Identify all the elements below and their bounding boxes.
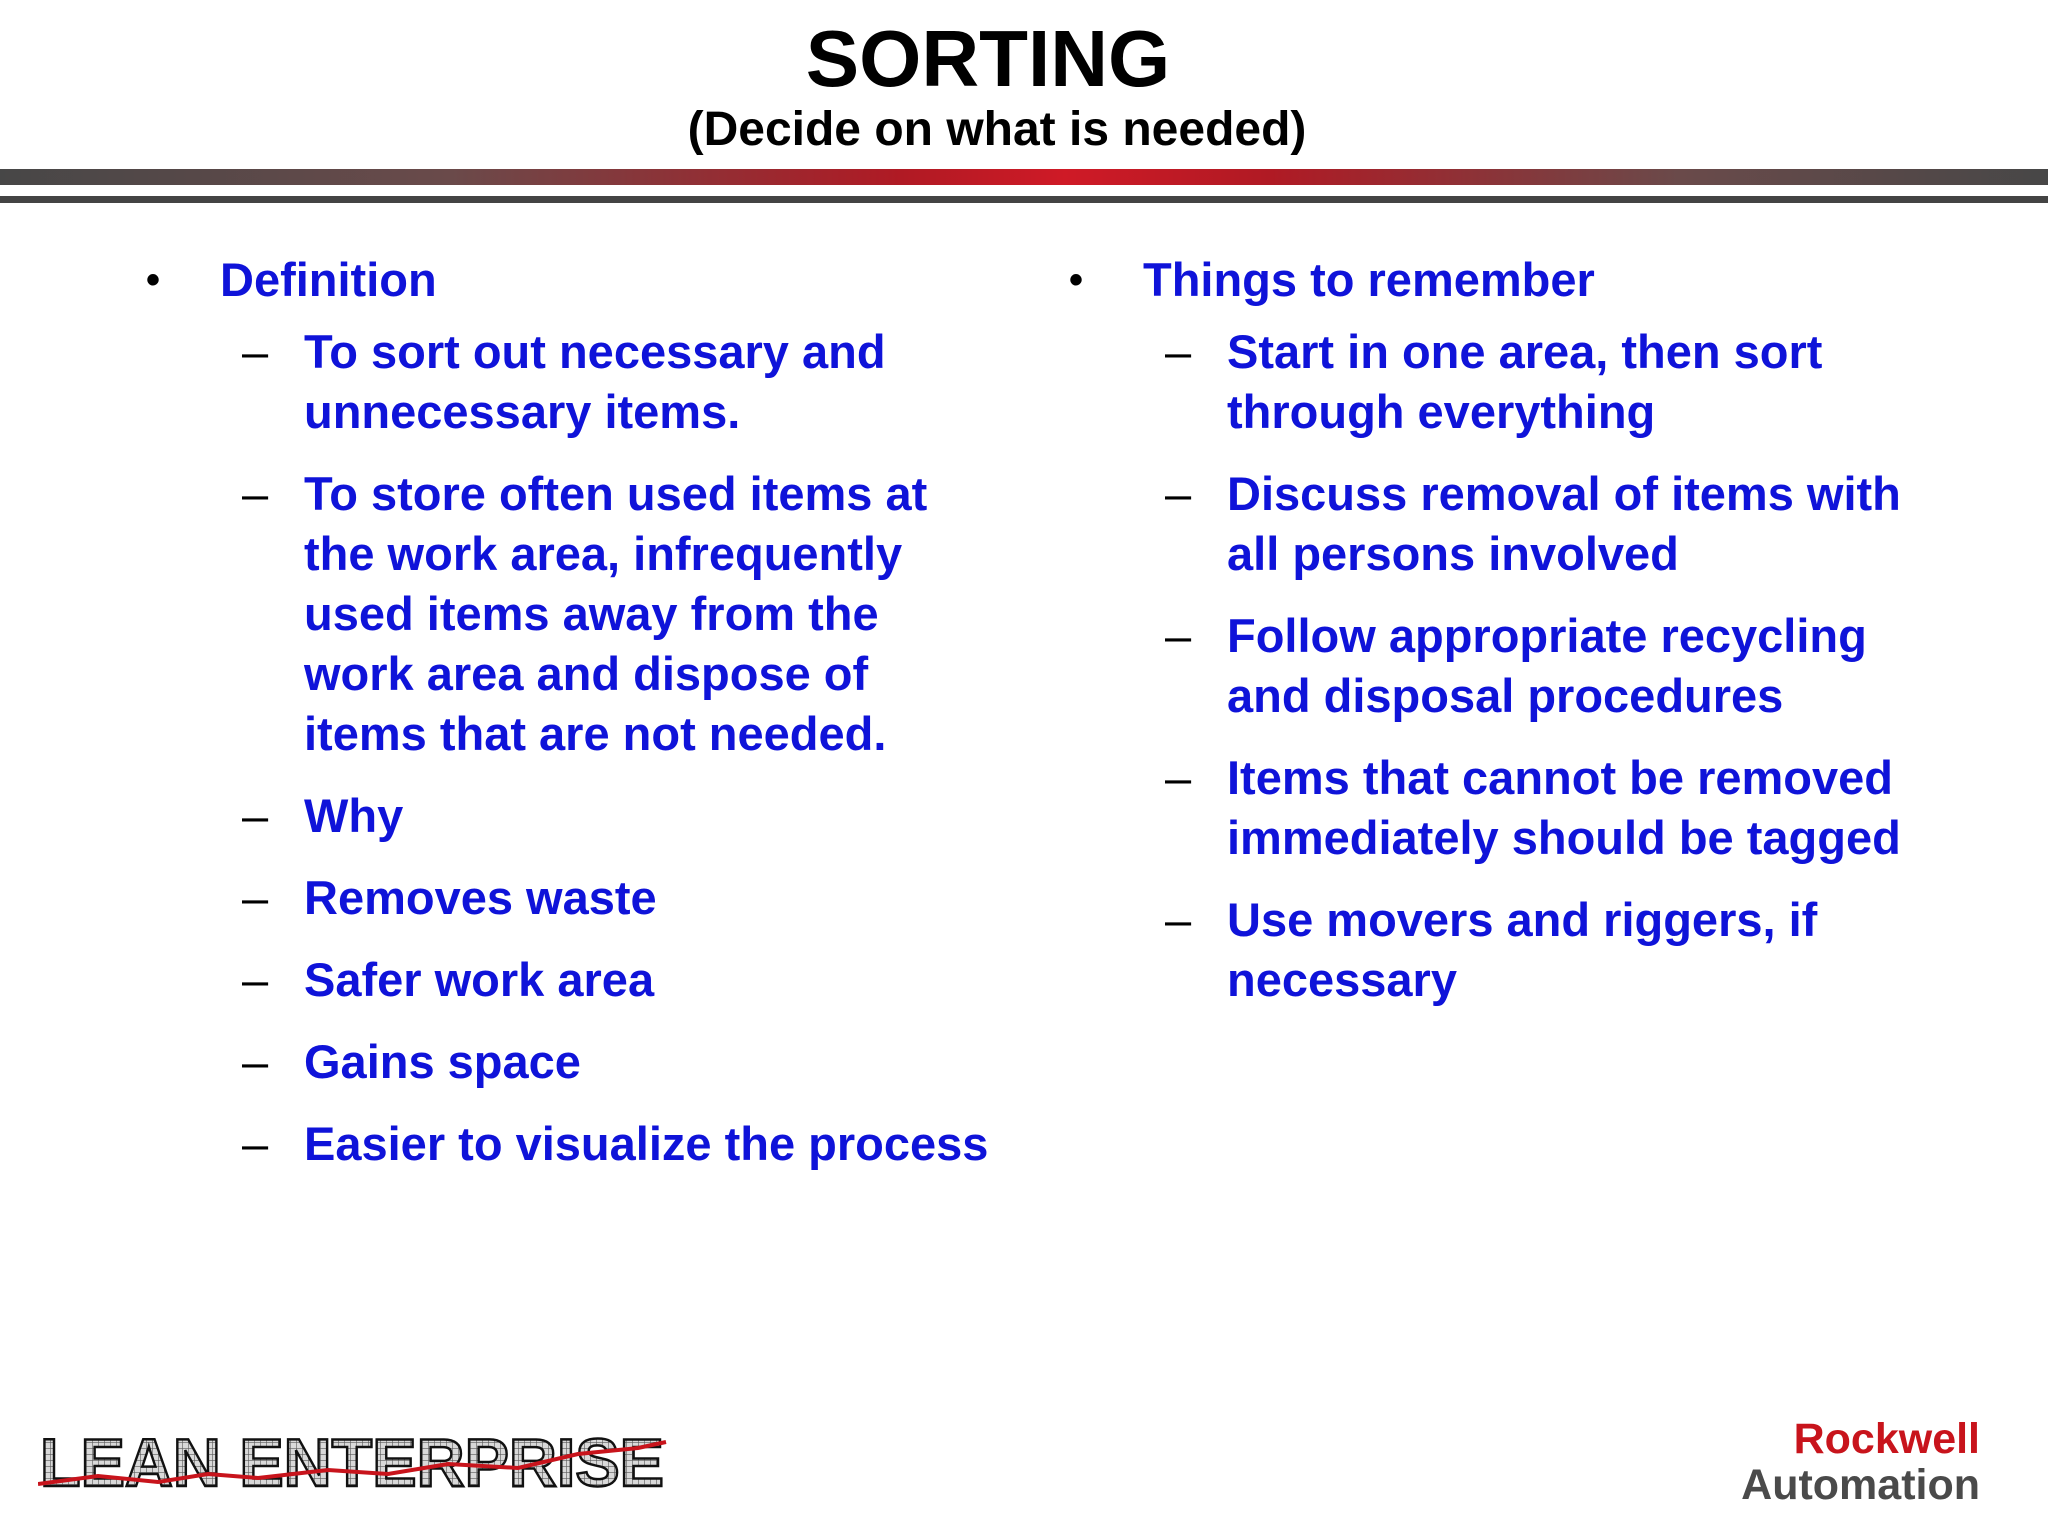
remember-list: [1063, 322, 1963, 1010]
list-item-text: Removes waste: [304, 871, 657, 924]
bullet-icon: •: [146, 258, 161, 302]
dash-icon: –: [242, 467, 269, 520]
list-item: [140, 464, 1000, 764]
header-divider-bar: [0, 169, 2048, 185]
list-item: [1063, 464, 1963, 584]
right-column: [1063, 250, 1963, 1032]
list-item: [140, 868, 1000, 928]
list-item: [140, 1114, 1000, 1174]
list-item-text: Follow appropriate recycling and disposal procedures: [1227, 609, 1867, 722]
list-item: [140, 786, 1000, 846]
left-column: [140, 250, 1000, 1196]
brand-rockwell: Rockwell: [1793, 1415, 1980, 1463]
dash-icon: –: [242, 1035, 269, 1088]
list-item-text: Gains space: [304, 1035, 581, 1088]
list-item: [1063, 748, 1963, 868]
slide-title: SORTING: [805, 14, 1171, 103]
list-item: [140, 1032, 1000, 1092]
list-item-text: Use movers and riggers, if necessary: [1227, 893, 1818, 1006]
bullet-icon: •: [1069, 258, 1084, 302]
list-item-text: To store often used items at the work area, infrequently used items away from the work area and dispose of items that are not needed.: [304, 467, 928, 760]
rockwell-automation-logo: [1741, 1416, 1980, 1508]
list-item: [140, 950, 1000, 1010]
dash-icon: –: [242, 871, 269, 924]
dash-icon: –: [1165, 893, 1192, 946]
dash-icon: –: [242, 953, 269, 1006]
dash-icon: –: [1165, 751, 1192, 804]
list-item-text: Discuss removal of items with all persons involved: [1227, 467, 1901, 580]
list-item: [140, 322, 1000, 442]
brand-automation: Automation: [1741, 1461, 1980, 1509]
dash-icon: –: [1165, 467, 1192, 520]
list-item: [1063, 890, 1963, 1010]
definition-heading: Definition: [220, 253, 437, 306]
lean-enterprise-logo: [38, 1424, 668, 1494]
dash-icon: –: [242, 789, 269, 842]
dash-icon: –: [1165, 609, 1192, 662]
bullet-heading: [1063, 250, 1963, 310]
list-item-text: To sort out necessary and unnecessary items.: [304, 325, 886, 438]
header-divider-line: [0, 196, 2048, 203]
dash-icon: –: [242, 1117, 269, 1170]
lean-enterprise-logo-text: LEAN ENTERPRISE: [40, 1425, 664, 1494]
definition-list: [140, 322, 1000, 1174]
list-item: [1063, 606, 1963, 726]
list-item-text: Why: [304, 789, 404, 842]
list-item-text: Items that cannot be removed immediately should be tagged: [1227, 751, 1901, 864]
dash-icon: –: [1165, 325, 1192, 378]
list-item-text: Safer work area: [304, 953, 655, 1006]
slide-subtitle: (Decide on what is needed): [687, 103, 1307, 156]
bullet-heading: [140, 250, 1000, 310]
list-item: [1063, 322, 1963, 442]
list-item-text: Easier to visualize the process: [304, 1117, 989, 1170]
things-to-remember-heading: Things to remember: [1143, 253, 1595, 306]
list-item-text: Start in one area, then sort through everything: [1227, 325, 1823, 438]
dash-icon: –: [242, 325, 269, 378]
